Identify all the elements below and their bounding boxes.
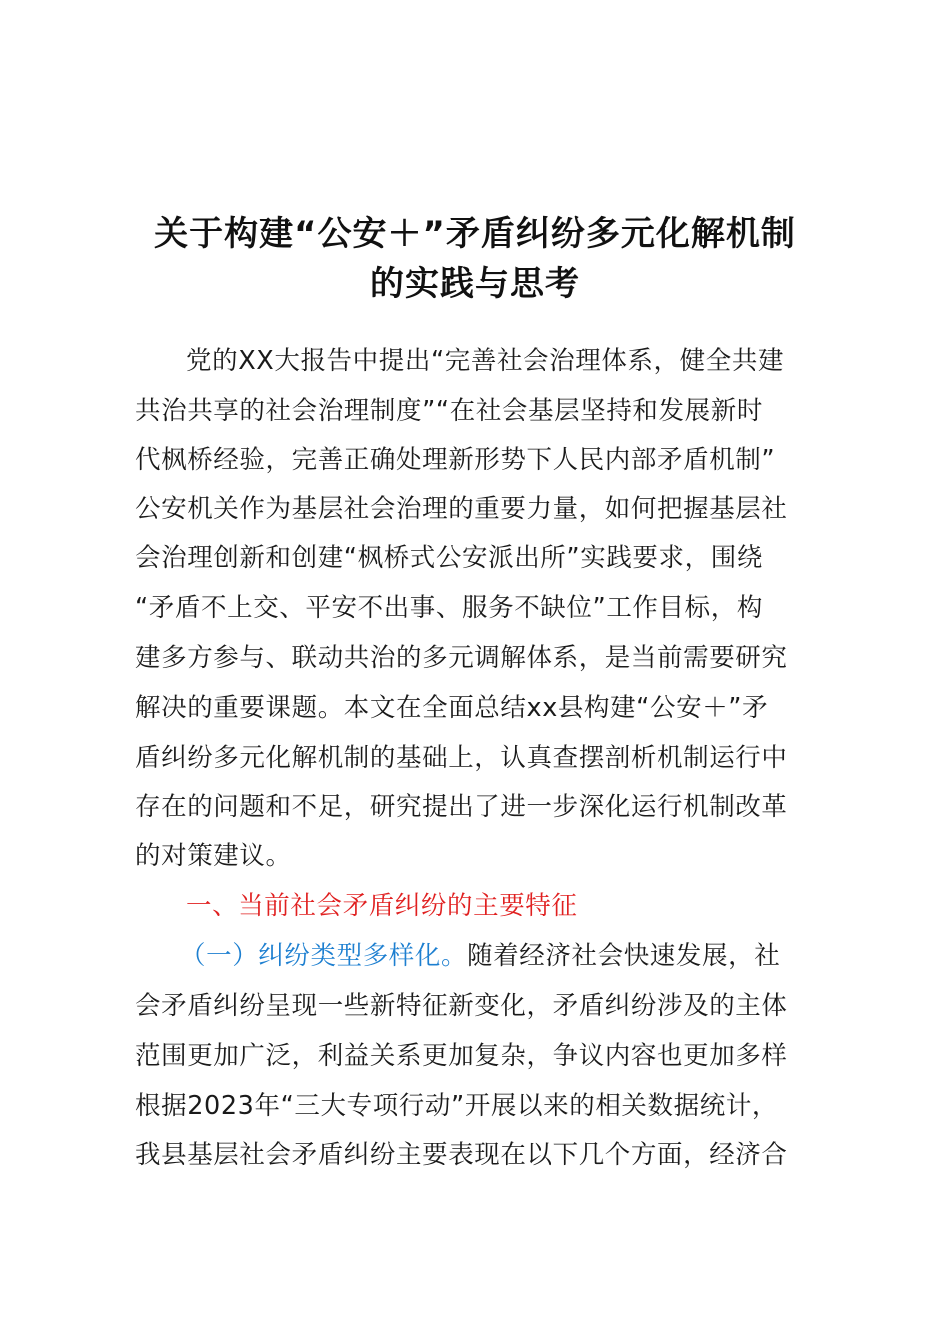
paragraph-line: 会矛盾纠纷呈现一些新特征新变化，矛盾纠纷涉及的主体 <box>135 991 788 1021</box>
paragraph-line: 存在的问题和不足，研究提出了进一步深化运行机制改革 <box>135 792 788 822</box>
subsection-first-line <box>180 936 780 972</box>
paragraph-line: 我县基层社会矛盾纠纷主要表现在以下几个方面，经济合 <box>135 1140 788 1170</box>
paragraph-line: 建多方参与、联动共治的多元调解体系，是当前需要研究 <box>135 643 788 673</box>
paragraph-line: 范围更加广泛，利益关系更加复杂，争议内容也更加多样 <box>135 1041 788 1071</box>
paragraph-line: 盾纠纷多元化解机制的基础上，认真查摆剖析机制运行中 <box>135 743 788 773</box>
subsection-heading: （一）纠纷类型多样化。 <box>180 941 468 971</box>
paragraph-line: 解决的重要课题。本文在全面总结xx县构建“公安＋”矛 <box>135 693 769 723</box>
paragraph-line: 党的XX大报告中提出“完善社会治理体系，健全共建 <box>186 346 785 376</box>
paragraph-line: 公安机关作为基层社会治理的重要力量，如何把握基层社 <box>135 494 788 524</box>
paragraph-line: 的对策建议。 <box>135 841 292 871</box>
paragraph-line: 代枫桥经验，完善正确处理新形势下人民内部矛盾机制” <box>135 445 776 475</box>
section-heading: 一、当前社会矛盾纠纷的主要特征 <box>186 891 578 921</box>
subsection-first-line-text: 随着经济社会快速发展，社 <box>467 941 781 971</box>
document-title-line-2: 的实践与思考 <box>370 264 580 304</box>
document-title-line-1: 关于构建“公安＋”矛盾纠纷多元化解机制 <box>154 214 796 254</box>
paragraph-line: “矛盾不上交、平安不出事、服务不缺位”工作目标，构 <box>135 593 763 623</box>
paragraph-line: 根据2023年“三大专项行动”开展以来的相关数据统计， <box>135 1091 779 1121</box>
paragraph-line: 共治共享的社会治理制度”“在社会基层坚持和发展新时 <box>135 396 763 426</box>
paragraph-line: 会治理创新和创建“枫桥式公安派出所”实践要求，围绕 <box>135 543 763 573</box>
